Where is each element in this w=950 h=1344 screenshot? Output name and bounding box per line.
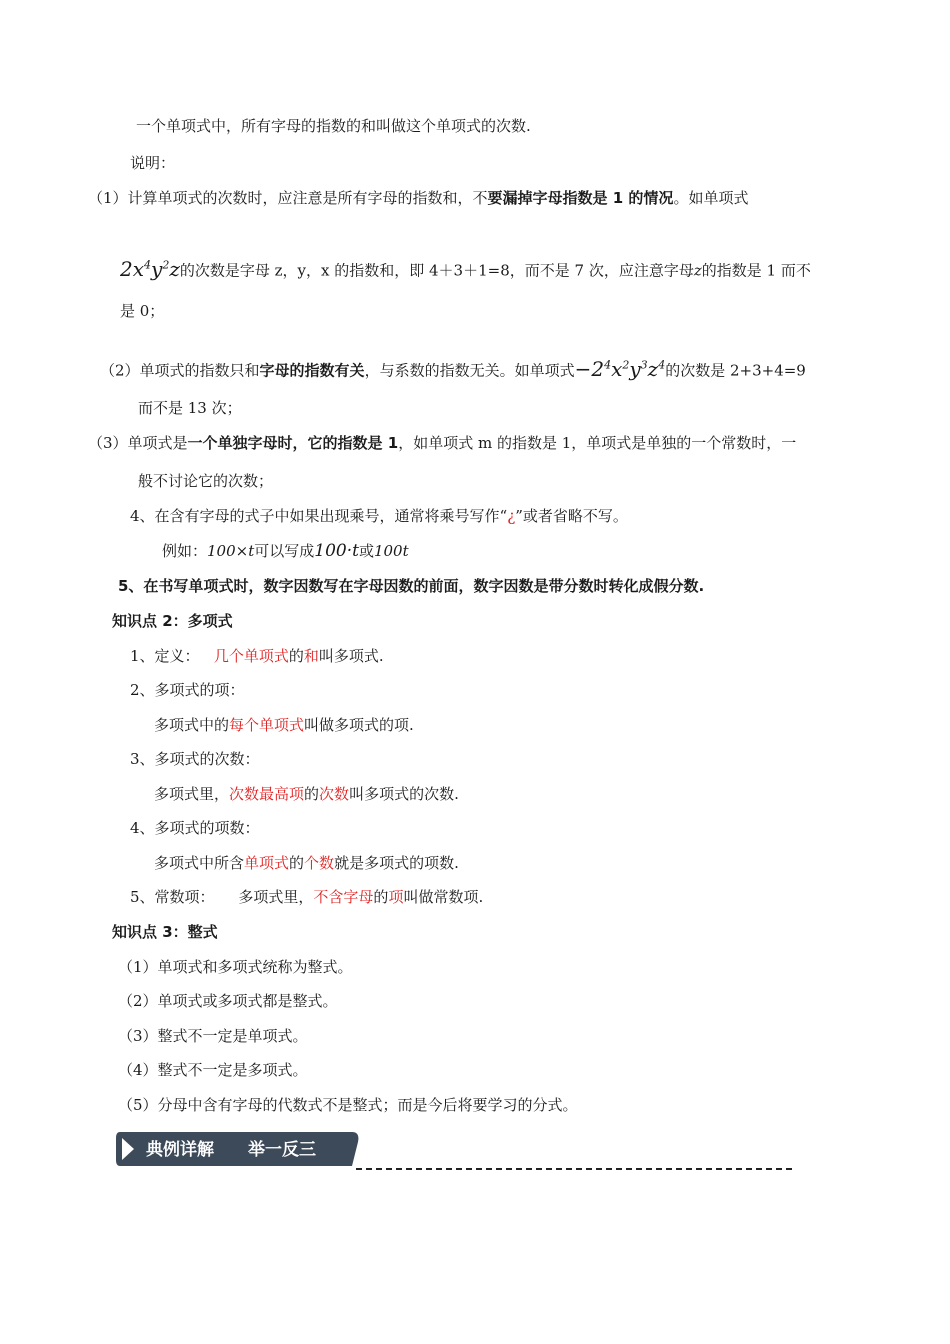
item-4-example: 例如：100×t可以写成100·t或100t: [162, 541, 409, 561]
item-2-line-1: （2）单项式的指数只和字母的指数有关，与系数的指数无关。如单项式$-2^4x^2y^3z^4$的次数是 2+3+4=9: [100, 356, 806, 381]
monomial-expression-2: $-2^4x^2y^3z^4$: [574, 356, 666, 381]
dashed-divider: [356, 1168, 792, 1170]
polynomial-term-count-label: 4、多项式的项数：: [130, 819, 260, 837]
item-1-emphasis: 要漏掉字母指数是 1 的情况: [487, 189, 674, 207]
item-2-line-2: 而不是 13 次；: [138, 399, 242, 417]
item-1-line-2: $2x^4y^2z$的次数是字母 z，y，x 的指数和，即 4＋3＋1=8，而不是 7 次，应注意字母z的指数是 1 而不: [120, 256, 811, 281]
note-label: 说明：: [130, 154, 176, 172]
banner-right-text: 举一反三: [248, 1140, 316, 1160]
paragraph-degree-definition: 一个单项式中，所有字母的指数的和叫做这个单项式的次数.: [136, 117, 531, 135]
item-3-emphasis: 一个单独字母时，它的指数是 1: [187, 434, 399, 452]
banner-left-text: 典例详解: [146, 1140, 214, 1160]
polynomial-terms-text: 多项式中的每个单项式叫做多项式的项.: [154, 716, 414, 734]
list-item: （2）单项式或多项式都是整式。: [118, 992, 338, 1010]
item-3-line-1: （3）单项式是一个单独字母时，它的指数是 1，如单项式 m 的指数是 1，单项式是单独的一个常数时，一: [88, 434, 797, 452]
section-heading-integral-expression: 知识点 3：整式: [112, 923, 218, 941]
polynomial-degree-text: 多项式里，次数最高项的次数叫多项式的次数.: [154, 785, 459, 803]
list-item: （5）分母中含有字母的代数式不是整式；而是今后将要学习的分式。: [118, 1096, 578, 1114]
variable-z: z: [693, 261, 702, 280]
example-expression-1: 100×t: [207, 542, 255, 560]
item-1-line-3: 是 0；: [120, 302, 165, 320]
polynomial-definition: 1、定义： 几个单项式的和叫多项式.: [130, 647, 384, 665]
polynomial-term-count-text: 多项式中所含单项式的个数就是多项式的项数.: [154, 854, 459, 872]
item-4-line-1: 4、在含有字母的式子中如果出现乘号，通常将乘号写作“¿”或者省略不写。: [130, 507, 628, 525]
example-expression-3: 100t: [373, 542, 409, 560]
list-item: （1）单项式和多项式统称为整式。: [118, 958, 353, 976]
list-item: （4）整式不一定是多项式。: [118, 1061, 308, 1079]
list-item: （3）整式不一定是单项式。: [118, 1027, 308, 1045]
constant-term-text: 5、常数项： 多项式里，不含字母的项叫做常数项.: [130, 888, 484, 906]
monomial-expression-1: $2x^4y^2z$: [120, 256, 180, 281]
polynomial-terms-label: 2、多项式的项：: [130, 681, 245, 699]
item-3-line-2: 般不讨论它的次数；: [138, 472, 274, 490]
item-1-line-1: （1）计算单项式的次数时，应注意是所有字母的指数和，不要漏掉字母指数是 1 的情况。如单项式: [88, 189, 749, 207]
item-2-emphasis: 字母的指数有关: [259, 361, 365, 380]
multiplication-symbol: ¿: [507, 507, 516, 525]
examples-section-banner: [114, 1130, 360, 1168]
example-expression-2: 100·t: [314, 541, 359, 561]
polynomial-degree-label: 3、多项式的次数：: [130, 750, 260, 768]
section-heading-polynomial: 知识点 2：多项式: [112, 612, 233, 630]
item-5: 5、在书写单项式时，数字因数写在字母因数的前面，数字因数是带分数时转化成假分数.: [118, 577, 705, 595]
